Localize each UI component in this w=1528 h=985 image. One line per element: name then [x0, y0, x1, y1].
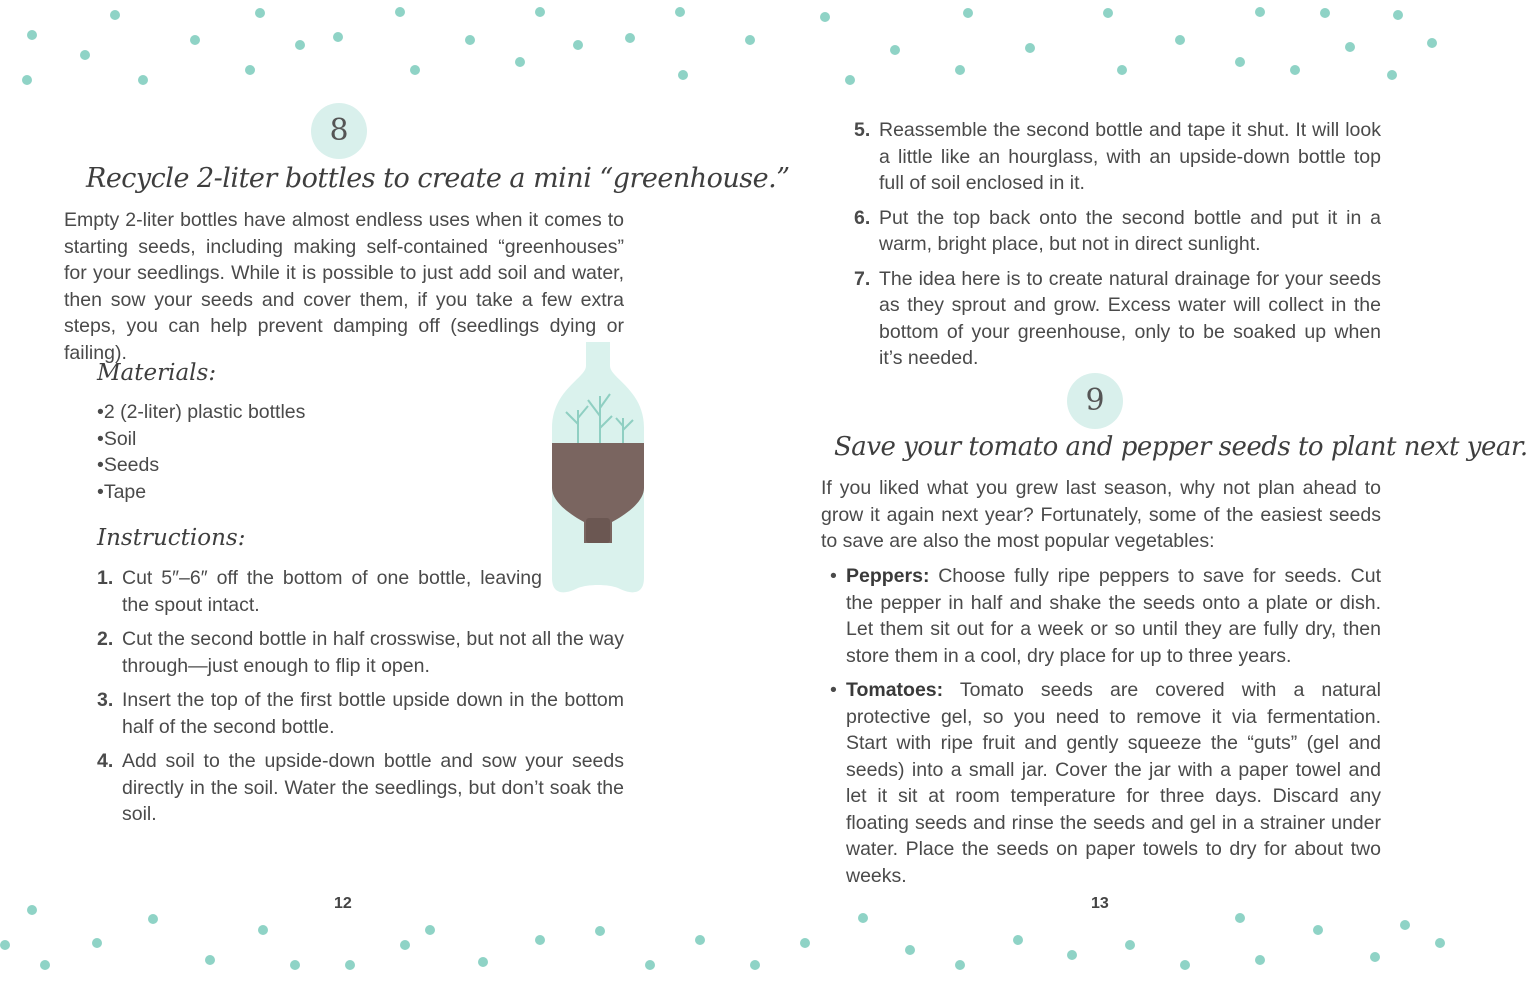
- list-item: 4. Add soil to the upside-down bottle and sow your seeds directly in the soil. Water the seedlings, but don’t soak the soil.: [97, 750, 624, 825]
- list-item: • Tomatoes: Tomato seeds are covered with a natural protective gel, so you need to remove it via fermentation. Start with ripe fruit and gently squeeze the “guts” (gel and seeds) into a small jar. Cover the jar with a paper towel and let it sit at room temperature for three days. Discard any floating seeds and rinse the seeds and gel in a strainer under water. Place the seeds on paper towels to dry for about two weeks.: [830, 679, 1381, 887]
- list-item: 2. Cut the second bottle in half crosswise, but not all the way through—just enough to flip it open.: [97, 628, 624, 677]
- list-item: 6. Put the top back onto the second bottle and put it in a warm, bright place, but not in direct sunlight.: [854, 206, 1381, 255]
- intro-paragraph: If you liked what you grew last season, why not plan ahead to grow it again next year? Fortunately, some of the easiest seeds to save are also the most popular vegetables:: [821, 477, 1381, 552]
- instructions-list-continued: [854, 117, 1381, 372]
- page-number: 12: [334, 895, 352, 912]
- list-item: 1. Cut 5″–6″ off the bottom of one bottle, leaving the spout intact.: [97, 567, 542, 616]
- tip-heading: Save your tomato and pepper seeds to plant next year.: [834, 432, 1528, 462]
- tip-heading: Recycle 2-liter bottles to create a mini “greenhouse.”: [86, 163, 790, 194]
- instructions-heading: Instructions:: [97, 525, 246, 551]
- list-item: • Tape: [97, 479, 397, 506]
- list-item: • 2 (2-liter) plastic bottles: [97, 399, 397, 426]
- list-item: • Soil: [97, 426, 397, 453]
- materials-heading: Materials:: [97, 360, 217, 386]
- list-item: 7. The idea here is to create natural drainage for your seeds as they sprout and grow. Excess water will collect in the bottom of your greenhouse, only to be soaked up when it’s needed.: [854, 267, 1381, 369]
- materials-list: [97, 399, 397, 505]
- page-number: 13: [1091, 895, 1109, 912]
- list-item: • Peppers: Choose fully ripe peppers to save for seeds. Cut the pepper in half and shake the seeds onto a plate or dish. Let them sit out for a week or so until they are fully dry, then store them in a cool, dry place for up to three years.: [830, 565, 1381, 667]
- list-item: • Seeds: [97, 452, 397, 479]
- tip-number-badge: 8: [311, 103, 367, 159]
- tip-number-badge: 9: [1067, 373, 1123, 429]
- bottle-greenhouse-illustration: [548, 338, 648, 598]
- instructions-list: [97, 565, 624, 828]
- list-item: 3. Insert the top of the first bottle upside down in the bottom half of the second bottle.: [97, 689, 624, 738]
- intro-paragraph: Empty 2-liter bottles have almost endless uses when it comes to starting seeds, including making self-contained “greenhouses” for your seedlings. While it is possible to just add soil and water, then sow your seeds and cover them, if you take a few extra steps, you can help prevent damping off (seedlings dying or failing).: [64, 209, 624, 364]
- seed-saving-list: [830, 563, 1381, 889]
- list-item: 5. Reassemble the second bottle and tape it shut. It will look a little like an hourglass, with an upside-down bottle top full of soil enclosed in it.: [854, 119, 1381, 194]
